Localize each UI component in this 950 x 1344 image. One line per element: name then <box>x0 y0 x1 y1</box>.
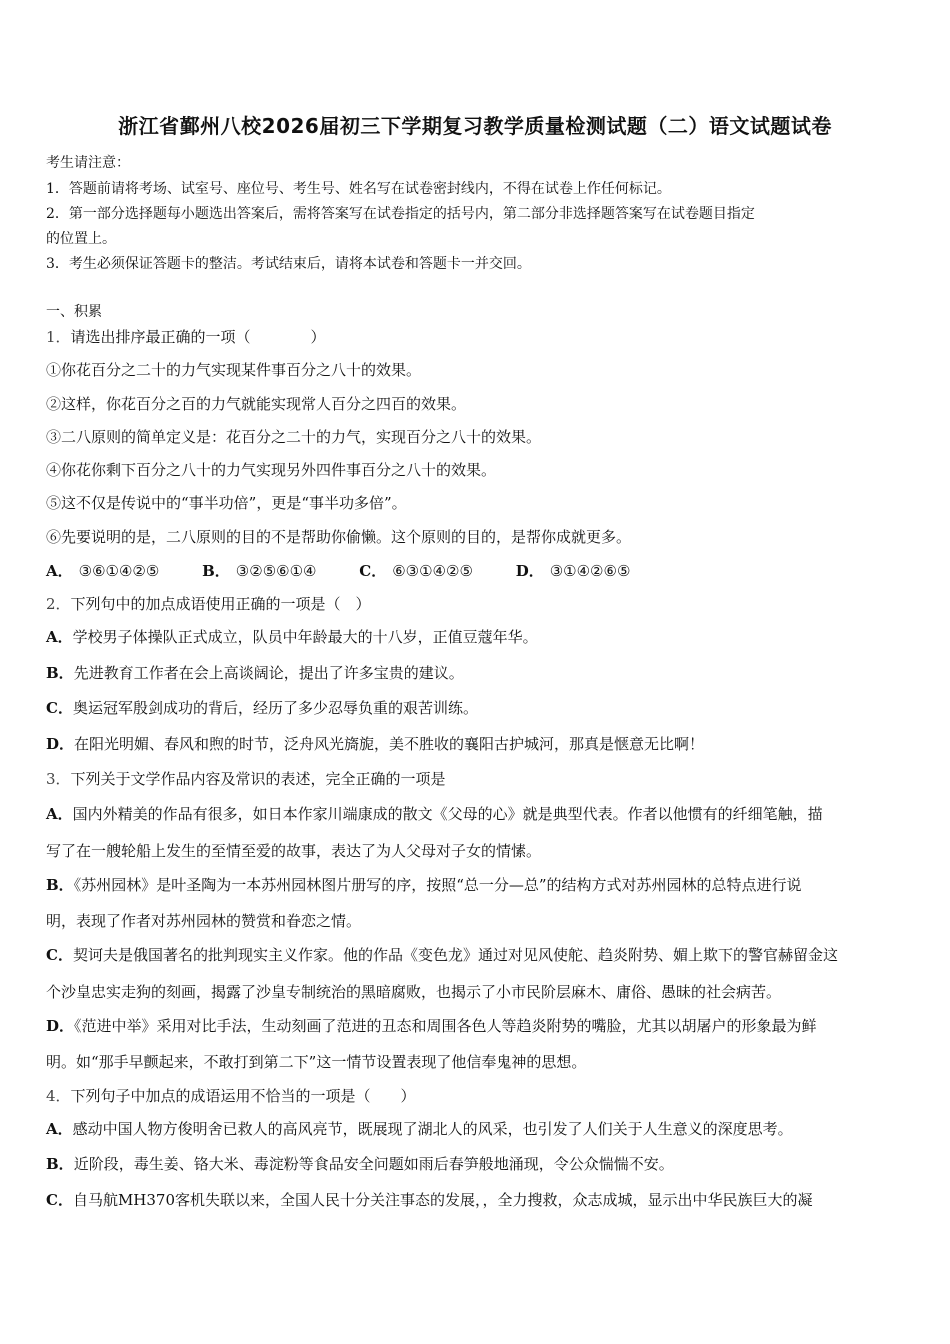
notice-heading: 考生请注意： <box>46 155 130 171</box>
section-heading: 一、积累 <box>46 304 102 320</box>
question-stem: 下列句中的加点成语使用正确的一项是（ ） <box>70 595 371 613</box>
option-c[interactable]: C．契诃夫是俄国著名的批判现实主义作家。他的作品《变色龙》通过对见风使舵、趋炎附势、媚上欺下的警官赫留金这 <box>46 946 838 964</box>
sentence-item: ⑥先要说明的是，二八原则的目的不是帮助你偷懒。这个原则的目的，是帮你成就更多。 <box>46 528 632 546</box>
question-number: 1． <box>46 328 71 346</box>
option-a-cont: 写了在一艘轮船上发生的至情至爱的故事，表达了为人父母对子女的情愫。 <box>46 842 542 860</box>
question-3 <box>46 768 916 789</box>
option-d[interactable]: D．在阳光明媚、春风和煦的时节，泛舟风光旖旎，美不胜收的襄阳古护城河，那真是惬意无比啊！ <box>46 735 705 753</box>
sentence-item: ③二八原则的简单定义是：花百分之二十的力气，实现百分之八十的效果。 <box>46 428 542 446</box>
option-b[interactable]: B． ③②⑤⑥①④ <box>202 562 317 580</box>
question-number: 4． <box>46 1087 71 1105</box>
sentence-item: ②这样，你花百分之百的力气就能实现常人百分之四百的效果。 <box>46 395 467 413</box>
option-a[interactable]: A．国内外精美的作品有很多，如日本作家川端康成的散文《父母的心》就是典型代表。作者以他惯有的纤细笔触，描 <box>46 805 823 823</box>
page-title: 浙江省鄞州八校2026届初三下学期复习教学质量检测试题（二）语文试题试卷 <box>118 114 832 138</box>
option-c[interactable]: C．自马航MH370客机失联以来，全国人民十分关注事态的发展，，全力搜救，众志成城，显示出中华民族巨大的凝 <box>46 1191 813 1209</box>
question-stem: 下列关于文学作品内容及常识的表述，完全正确的一项是 <box>70 770 446 788</box>
question-stem: 请选出排序最正确的一项（ ） <box>70 328 326 346</box>
option-d[interactable]: D．《范进中举》采用对比手法，生动刻画了范进的丑态和周围各色人等趋炎附势的嘴脸，尤其以胡屠户的形象最为鲜 <box>46 1017 817 1035</box>
notice-item: 1．答题前请将考场、试室号、座位号、考生号、姓名写在试卷密封线内，不得在试卷上作任何标记。 <box>46 181 671 197</box>
question-1 <box>46 326 916 347</box>
option-b-cont: 明，表现了作者对苏州园林的赞赏和眷恋之情。 <box>46 912 362 930</box>
question-number: 2． <box>46 595 71 613</box>
notice-item: 3．考生必须保证答题卡的整洁。考试结束后，请将本试卷和答题卡一并交回。 <box>46 256 531 272</box>
option-b[interactable]: B．《苏州园林》是叶圣陶为一本苏州园林图片册写的序，按照“总一分—总”的结构方式对苏州园林的总特点进行说 <box>46 876 802 894</box>
option-b[interactable]: B．先进教育工作者在会上高谈阔论，提出了许多宝贵的建议。 <box>46 664 464 682</box>
notice-item: 2．第一部分选择题每小题选出答案后，需将答案写在试卷指定的括号内，第二部分非选择题答案写在试卷题目指定 <box>46 206 755 222</box>
option-a[interactable]: A． ③⑥①④②⑤ <box>46 562 160 580</box>
option-c-cont: 个沙皇忠实走狗的刻画，揭露了沙皇专制统治的黑暗腐败，也揭示了小市民阶层麻木、庸俗、愚昧的社会病苦。 <box>46 983 782 1001</box>
option-a[interactable]: A．感动中国人物方俊明舍已救人的高风亮节，既展现了湖北人的风采，也引发了人们关于人生意义的深度思考。 <box>46 1120 793 1138</box>
sentence-item: ④你花你剩下百分之八十的力气实现另外四件事百分之八十的效果。 <box>46 461 497 479</box>
option-a[interactable]: A．学校男子体操队正式成立，队员中年龄最大的十八岁，正值豆蔻年华。 <box>46 628 538 646</box>
question-number: 3． <box>46 770 71 788</box>
option-c[interactable]: C． ⑥③①④②⑤ <box>359 562 473 580</box>
option-c[interactable]: C．奥运冠军殷剑成功的背后，经历了多少忍辱负重的艰苦训练。 <box>46 699 478 717</box>
option-d[interactable]: D． ③①④②⑥⑤ <box>515 562 631 580</box>
question-2 <box>46 593 916 614</box>
notice-item: 的位置上。 <box>46 231 116 247</box>
question-4 <box>46 1085 916 1106</box>
question-stem: 下列句子中加点的成语运用不恰当的一项是（ ） <box>70 1087 416 1105</box>
sentence-item: ①你花百分之二十的力气实现某件事百分之八十的效果。 <box>46 361 422 379</box>
option-d-cont: 明。如“那手早颤起来，不敢打到第二下”这一情节设置表现了他信奉鬼神的思想。 <box>46 1053 587 1071</box>
sentence-item: ⑤这不仅是传说中的“事半功倍”，更是“事半功多倍”。 <box>46 494 407 512</box>
q1-options <box>46 560 668 581</box>
option-b[interactable]: B．近阶段，毒生姜、铬大米、毒淀粉等食品安全问题如雨后春笋般地涌现，令公众惴惴不安。 <box>46 1155 674 1173</box>
